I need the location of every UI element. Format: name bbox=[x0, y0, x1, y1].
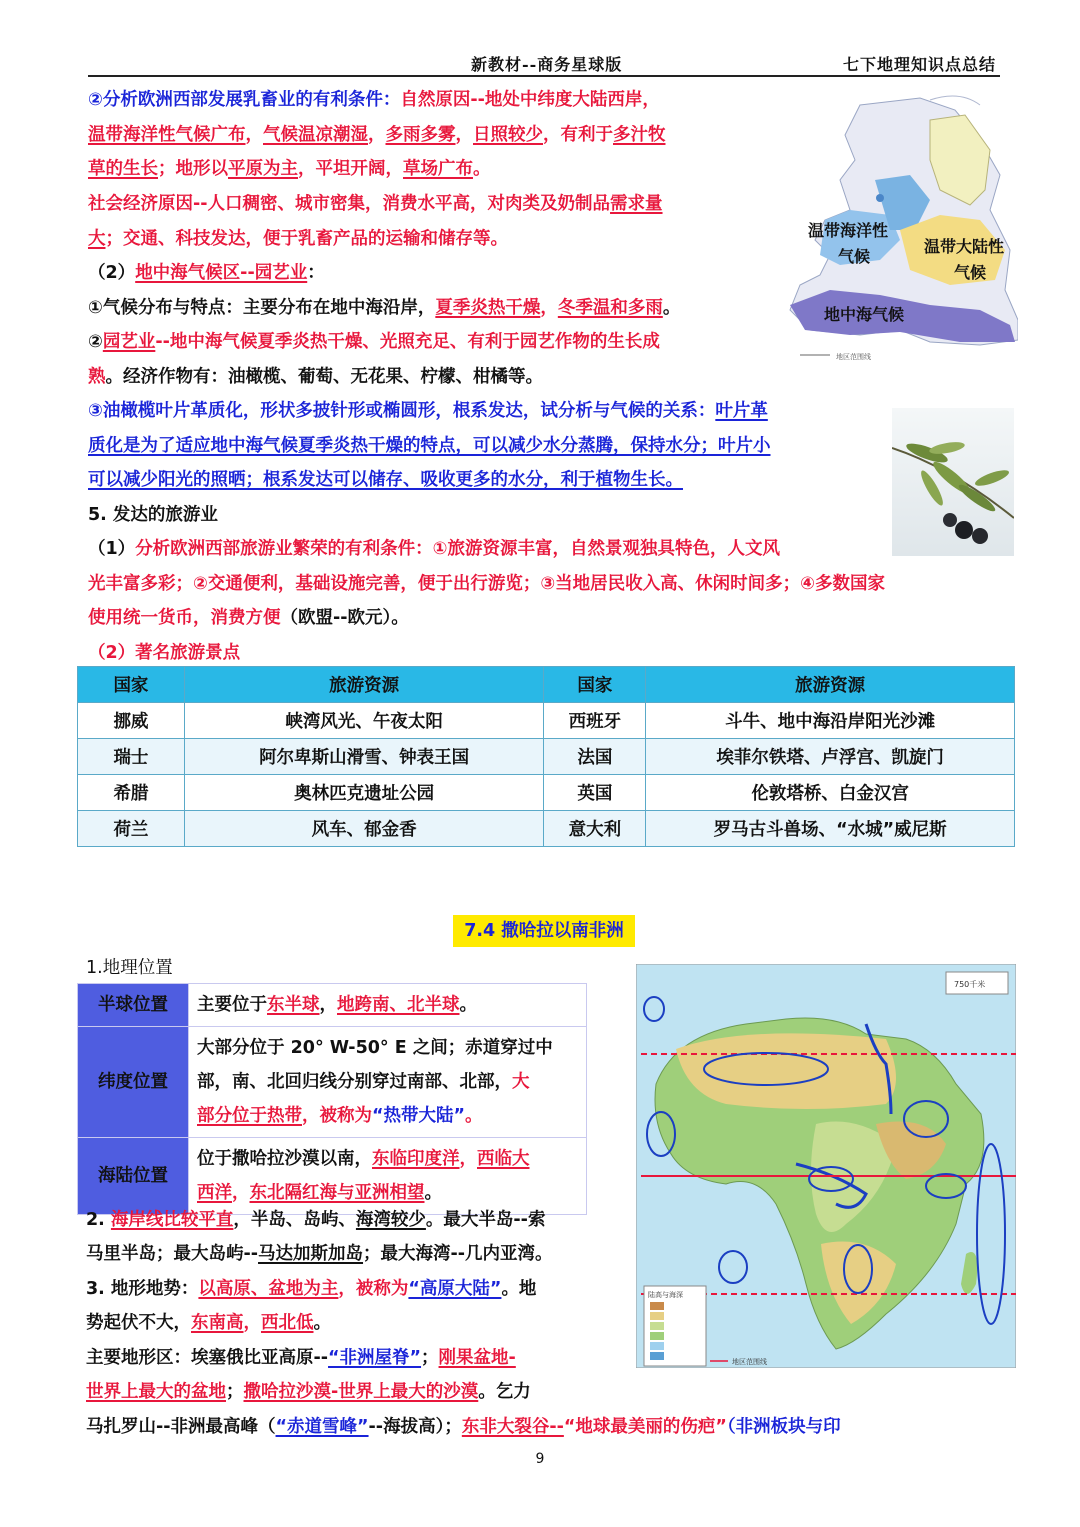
text-run: ， bbox=[245, 125, 263, 145]
text-run: （非洲板块与印 bbox=[726, 1417, 841, 1437]
text-run: 刚果盆地- bbox=[438, 1348, 516, 1368]
table-cell: 峡湾风光、午夜太阳 bbox=[184, 703, 544, 739]
row-value-latitude bbox=[189, 1027, 587, 1138]
text-run: 自然原因--地处中纬度大陆西岸， bbox=[400, 90, 660, 110]
table-row bbox=[78, 775, 1015, 811]
text-run: 园艺业 bbox=[102, 332, 156, 352]
table-row bbox=[78, 811, 1015, 847]
text-run: 平原为主 bbox=[228, 159, 298, 179]
text-run: 气候温凉潮湿 bbox=[263, 125, 368, 145]
text-run: 分析欧洲西部旅游业繁荣的有利条件：①旅游资源丰富，自然景观独具特色，人文风 bbox=[135, 539, 781, 559]
line-terrain-2 bbox=[86, 1311, 331, 1335]
text-run: 可以减少阳光的照晒；根系发达可以储存、吸收更多的水分，利于植物生长。 bbox=[88, 470, 683, 490]
table-cell: 希腊 bbox=[78, 775, 185, 811]
row-label-landsea: 海陆位置 bbox=[78, 1138, 189, 1215]
line-dairy-climate bbox=[88, 123, 666, 147]
geo-position-heading: 1.地理位置 bbox=[86, 958, 173, 978]
text-run: 西北低 bbox=[261, 1313, 314, 1333]
text-run: 马扎罗山--非洲最高峰（ bbox=[86, 1417, 276, 1437]
text-run: （2）著名旅游景点 bbox=[88, 643, 241, 663]
table-row bbox=[78, 703, 1015, 739]
text-run: 东北隔红海与亚洲相望 bbox=[249, 1183, 425, 1203]
table-row bbox=[78, 739, 1015, 775]
text-run: “非洲屋脊” bbox=[328, 1348, 422, 1368]
text-run: 使用统一货币，消费方便 bbox=[88, 608, 281, 628]
header-right: 七下地理知识点总结 bbox=[842, 55, 996, 74]
col-country: 国家 bbox=[78, 667, 185, 703]
col-country: 国家 bbox=[544, 667, 646, 703]
olive-photo bbox=[892, 408, 1014, 556]
text-run: 需求量 bbox=[610, 194, 663, 214]
table-cell: 西班牙 bbox=[544, 703, 646, 739]
eu-label-oceanic-2: 气候 bbox=[838, 247, 871, 266]
text-run: ，半岛、岛屿、 bbox=[233, 1210, 356, 1230]
tourism-table-header bbox=[78, 667, 1015, 703]
tourism-table bbox=[77, 666, 1015, 847]
line-terrain bbox=[86, 1277, 536, 1301]
text-run: ①气候分布与特点：主要分布在地中海沿岸， bbox=[88, 298, 436, 318]
text-run: 西洋 bbox=[197, 1183, 232, 1203]
text-run: ，平坦开阔， bbox=[298, 159, 403, 179]
page-number: 9 bbox=[535, 1451, 545, 1467]
text-run: 主要位于 bbox=[197, 995, 267, 1015]
text-run: 马达加斯加岛 bbox=[258, 1244, 364, 1264]
text-run: ， bbox=[455, 125, 473, 145]
table-cell: 瑞士 bbox=[78, 739, 185, 775]
text-run: 质化是为了适应地中海气候夏季炎热干燥的特点，可以减少水分蒸腾，保持水分；叶片小 bbox=[88, 436, 771, 456]
table-cell: 阿尔卑斯山滑雪、钟表王国 bbox=[184, 739, 544, 775]
text-run: 主要地形区：埃塞俄比亚高原-- bbox=[86, 1348, 329, 1368]
text-run: 部分位于热带 bbox=[197, 1106, 302, 1126]
text-run: 海岸线比较平直 bbox=[110, 1210, 234, 1230]
text-run: 草的生长 bbox=[88, 159, 158, 179]
table-cell: 意大利 bbox=[544, 811, 646, 847]
line-horticulture-heading bbox=[88, 261, 325, 285]
text-run: 势起伏不大， bbox=[86, 1313, 191, 1333]
text-run: 以高原、盆地为主 bbox=[198, 1279, 339, 1299]
line-dairy-terrain bbox=[88, 157, 491, 181]
text-run: --海拔高）； bbox=[368, 1417, 462, 1437]
text-run: ； bbox=[421, 1348, 439, 1368]
text-run: 。地 bbox=[501, 1279, 537, 1299]
text-run: “热带大陆” bbox=[372, 1106, 466, 1126]
text-run: 部，南、北回归线分别穿过南部、北部， bbox=[197, 1072, 512, 1092]
text-run: 冬季温和多雨 bbox=[557, 298, 663, 318]
text-run: 西临大 bbox=[477, 1149, 530, 1169]
text-run: 大 bbox=[512, 1072, 530, 1092]
row-label-hemisphere: 半球位置 bbox=[78, 984, 189, 1027]
table-cell: 风车、郁金香 bbox=[184, 811, 544, 847]
text-run: 多雨多雾 bbox=[385, 125, 456, 145]
table-cell: 伦敦塔桥、白金汉宫 bbox=[646, 775, 1015, 811]
text-run: 撒哈拉沙漠-世界上最大的沙漠 bbox=[243, 1382, 479, 1402]
text-run: 大 bbox=[88, 229, 106, 249]
page-header bbox=[88, 50, 1000, 80]
text-run: 。 bbox=[459, 995, 477, 1015]
text-run: ； bbox=[226, 1382, 244, 1402]
eu-label-continental-1: 温带大陆性 bbox=[924, 237, 1005, 256]
europe-climate-map bbox=[780, 80, 1018, 370]
text-run: （1） bbox=[88, 539, 136, 559]
text-run: 叶片革 bbox=[715, 401, 768, 421]
table-cell: 罗马古斗兽场、“水城”威尼斯 bbox=[646, 811, 1015, 847]
text-run: 马里半岛；最大岛屿-- bbox=[86, 1244, 259, 1264]
text-run: ；最大海湾--几内亚湾。 bbox=[363, 1244, 553, 1264]
text-run: ，被称为 bbox=[338, 1279, 409, 1299]
text-run: 东临印度洋 bbox=[372, 1149, 460, 1169]
text-run: 2. bbox=[86, 1210, 111, 1230]
text-run: 社会经济原因--人口稠密、城市密集，消费水平高，对肉类及奶制品 bbox=[88, 194, 611, 214]
line-peninsula bbox=[86, 1242, 553, 1266]
africa-physical-map bbox=[636, 964, 1016, 1368]
eu-label-oceanic-1: 温带海洋性 bbox=[808, 221, 889, 240]
text-run: “赤道雪峰” bbox=[275, 1417, 369, 1437]
table-cell: 埃菲尔铁塔、卢浮宫、凯旋门 bbox=[646, 739, 1015, 775]
text-run: 5. 发达的旅游业 bbox=[88, 505, 218, 525]
line-landforms-3 bbox=[86, 1415, 841, 1439]
text-run: ， bbox=[232, 1183, 250, 1203]
text-run: 。经济作物有：油橄榄、葡萄、无花果、柠檬、柑橘等。 bbox=[105, 367, 543, 387]
table-row bbox=[78, 984, 587, 1027]
text-run: ， bbox=[540, 298, 558, 318]
text-run: ；地形以 bbox=[158, 159, 228, 179]
text-run: 。 bbox=[473, 159, 491, 179]
line-olive-question bbox=[88, 399, 768, 423]
text-run: ： bbox=[307, 263, 325, 283]
table-row bbox=[78, 1138, 587, 1215]
table-cell: 法国 bbox=[544, 739, 646, 775]
text-run: 海湾较少 bbox=[355, 1210, 426, 1230]
text-run: 。 bbox=[662, 298, 681, 318]
line-dairy-intro bbox=[88, 88, 660, 112]
table-row bbox=[78, 1027, 587, 1138]
header-divider bbox=[88, 75, 1000, 77]
text-run: 东非大裂谷-- bbox=[461, 1417, 564, 1437]
text-run: “地球最美丽的伤疤” bbox=[563, 1417, 727, 1437]
text-run: 东南高 bbox=[191, 1313, 244, 1333]
af-map-scale: 750千米 bbox=[954, 980, 986, 989]
line-landforms-2 bbox=[86, 1380, 531, 1404]
text-run: （欧盟--欧元） bbox=[280, 608, 392, 628]
text-run: ， bbox=[243, 1313, 261, 1333]
eu-label-mediterranean: 地中海气候 bbox=[824, 305, 905, 324]
text-run: 位于撒哈拉沙漠以南， bbox=[197, 1149, 372, 1169]
text-run: ，被称为 bbox=[302, 1106, 372, 1126]
line-horticulture bbox=[88, 330, 660, 354]
text-run: 。最大半岛--索 bbox=[425, 1210, 546, 1230]
row-label-latitude: 纬度位置 bbox=[78, 1027, 189, 1138]
line-med-climate bbox=[88, 296, 680, 320]
row-value-landsea bbox=[189, 1138, 587, 1215]
table-cell: 英国 bbox=[544, 775, 646, 811]
line-dairy-transport bbox=[88, 227, 508, 251]
section-title: 7.4 撒哈拉以南非洲 bbox=[453, 915, 635, 947]
line-attractions-heading bbox=[88, 641, 240, 665]
eu-map-legend: 地区范围线 bbox=[836, 353, 871, 361]
text-run: 草场广布 bbox=[403, 159, 473, 179]
text-run: 温带海洋性气候广布 bbox=[88, 125, 246, 145]
text-run: ②分析欧洲西部发展乳畜业的有利条件： bbox=[88, 90, 401, 110]
text-run: ， bbox=[319, 995, 337, 1015]
text-run: 日照较少 bbox=[473, 125, 543, 145]
line-coastline bbox=[86, 1208, 545, 1232]
text-run: ， bbox=[459, 1149, 477, 1169]
line-dairy-social bbox=[88, 192, 663, 216]
af-map-legend: 地区范围线 bbox=[732, 1358, 767, 1366]
text-run: ， bbox=[368, 125, 386, 145]
line-tourism-heading bbox=[88, 503, 218, 527]
line-olive-answer-1 bbox=[88, 434, 771, 458]
text-run: --地中海气候夏季炎热干燥、光照充足、有利于园艺作物的生长成 bbox=[155, 332, 660, 352]
line-tourism-2 bbox=[88, 572, 885, 596]
text-run: ③油橄榄叶片革质化，形状多披针形或椭圆形，根系发达，试分析与气候的关系： bbox=[88, 401, 716, 421]
row-value-hemisphere bbox=[189, 984, 587, 1027]
text-run: ② bbox=[88, 332, 103, 352]
text-run: 光丰富多彩；②交通便利，基础设施完善，便于出行游览；③当地居民收入高、休闲时间多；④多数国家 bbox=[88, 574, 885, 594]
text-run: 。 bbox=[465, 1106, 483, 1126]
table-cell: 奥林匹克遗址公园 bbox=[184, 775, 544, 811]
text-run: ；交通、科技发达，便于乳畜产品的运输和储存等。 bbox=[105, 229, 508, 249]
text-run: “高原大陆” bbox=[408, 1279, 502, 1299]
eu-label-continental-2: 气候 bbox=[954, 263, 987, 282]
line-olive-answer-2 bbox=[88, 468, 683, 492]
text-run: 地跨南、北半球 bbox=[337, 995, 460, 1015]
text-run: （2） bbox=[88, 263, 136, 283]
text-run: ，有利于 bbox=[543, 125, 613, 145]
line-tourism-1 bbox=[88, 537, 780, 561]
header-center: 新教材--商务星球版 bbox=[471, 55, 623, 74]
text-run: 熟 bbox=[88, 367, 106, 387]
af-map-legend-title: 陆高与海深 bbox=[648, 1291, 683, 1299]
text-run: 东半球 bbox=[267, 995, 320, 1015]
line-landforms bbox=[86, 1346, 516, 1370]
text-run: 世界上最大的盆地 bbox=[86, 1382, 226, 1402]
line-crops bbox=[88, 365, 543, 389]
position-table bbox=[77, 983, 587, 1215]
text-run: 多汁牧 bbox=[613, 125, 666, 145]
text-run: 夏季炎热干燥 bbox=[435, 298, 541, 318]
line-tourism-3 bbox=[88, 606, 409, 630]
text-run: 3. 地形地势： bbox=[86, 1279, 199, 1299]
text-run: 大部分位于 20° W-50° E 之间；赤道穿过中 bbox=[197, 1038, 553, 1058]
text-run: 。 bbox=[424, 1183, 442, 1203]
col-resource: 旅游资源 bbox=[184, 667, 544, 703]
table-cell: 挪威 bbox=[78, 703, 185, 739]
table-cell: 荷兰 bbox=[78, 811, 185, 847]
text-run: 地中海气候区--园艺业 bbox=[135, 263, 308, 283]
text-run: 。 bbox=[391, 608, 409, 628]
text-run: 。乞力 bbox=[478, 1382, 531, 1402]
col-resource: 旅游资源 bbox=[646, 667, 1015, 703]
table-cell: 斗牛、地中海沿岸阳光沙滩 bbox=[646, 703, 1015, 739]
text-run: 。 bbox=[313, 1313, 331, 1333]
